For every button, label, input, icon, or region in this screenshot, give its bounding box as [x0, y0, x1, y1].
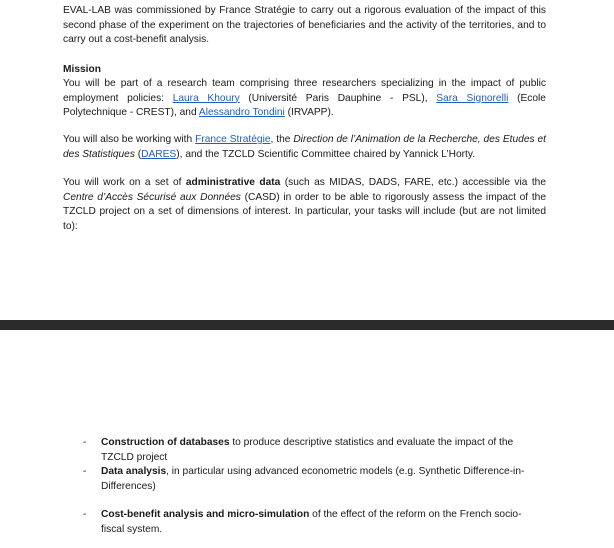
bullet-dash: - [83, 466, 87, 478]
mission-text-b: (Université Paris Dauphine - PSL), [239, 92, 437, 104]
task-bold: Cost-benefit analysis and micro-simulation [101, 509, 310, 521]
mission-text-d: (IRVAPP). [284, 107, 334, 119]
list-item [83, 436, 543, 465]
tasks-list [83, 436, 543, 538]
collab-italic-direction: Direction de l’Animation de la Recherche, des Etudes et des Statistiques [63, 134, 547, 160]
task-bold: Construction of databases [101, 437, 230, 448]
mission-text-a: You will be part of a research team comprising three researchers specializing in the impact of public employment policies: [63, 78, 546, 104]
data-text-a: You will work on a set of [63, 177, 186, 188]
task-rest: , in particular using advanced econometric models (e.g. Synthetic Difference-in-Differences) [101, 466, 525, 492]
collab-text-c: ( [134, 148, 142, 160]
link-alessandro-tondini[interactable]: Alessandro Tondini [198, 107, 285, 119]
document-page-bottom [0, 330, 614, 548]
mission-text-c: (Ecole Polytechnique - CREST), and [63, 92, 546, 119]
data-paragraph [63, 176, 546, 234]
data-italic-casd: Centre d’Accès Sécurisé aux Données [63, 191, 241, 203]
link-france-strategie[interactable]: France Stratégie [195, 134, 271, 145]
collab-text-a: You will also be working with [63, 134, 196, 145]
collaboration-paragraph [63, 133, 546, 162]
link-laura-khoury[interactable]: Laura Khoury [172, 92, 240, 104]
collab-text-d: ), and the TZCLD Scientific Committee chaired by Yannick L’Horty. [176, 148, 476, 160]
data-bold-admin: administrative data [185, 177, 281, 188]
page-break-divider [0, 320, 614, 330]
link-sara-signorelli[interactable]: Sara Signorelli [436, 92, 509, 104]
mission-paragraph [63, 77, 546, 121]
intro-paragraph: EVAL-LAB was commissioned by France Stratégie to carry out a rigorous evaluation of the impact of this second phase of the experiment on the trajectories of beneficiaries and the activity of the territories, and to carry out a cost-benefit analysis. [63, 5, 546, 46]
collab-text-b: , the [270, 134, 294, 145]
bullet-dash: - [83, 437, 87, 448]
mission-heading: Mission [63, 64, 101, 75]
data-text-b: (such as MIDAS, DADS, FARE, etc.) accessible via the [280, 177, 547, 188]
list-item [83, 465, 543, 494]
bullet-dash: - [83, 509, 87, 521]
task-rest: to produce descriptive statistics and evaluate the impact of the TZCLD project [101, 437, 514, 463]
link-dares[interactable]: DARES [141, 148, 177, 160]
task-bold: Data analysis [101, 466, 167, 478]
task-rest: of the effect of the reform on the French socio-fiscal system. [101, 509, 522, 535]
list-item [83, 508, 543, 537]
data-text-c: (CASD) in order to be able to rigorously assess the impact of the TZCLD project on a set of dimensions of interest. In particular, your tasks will include (but are not limited to): [63, 191, 546, 232]
